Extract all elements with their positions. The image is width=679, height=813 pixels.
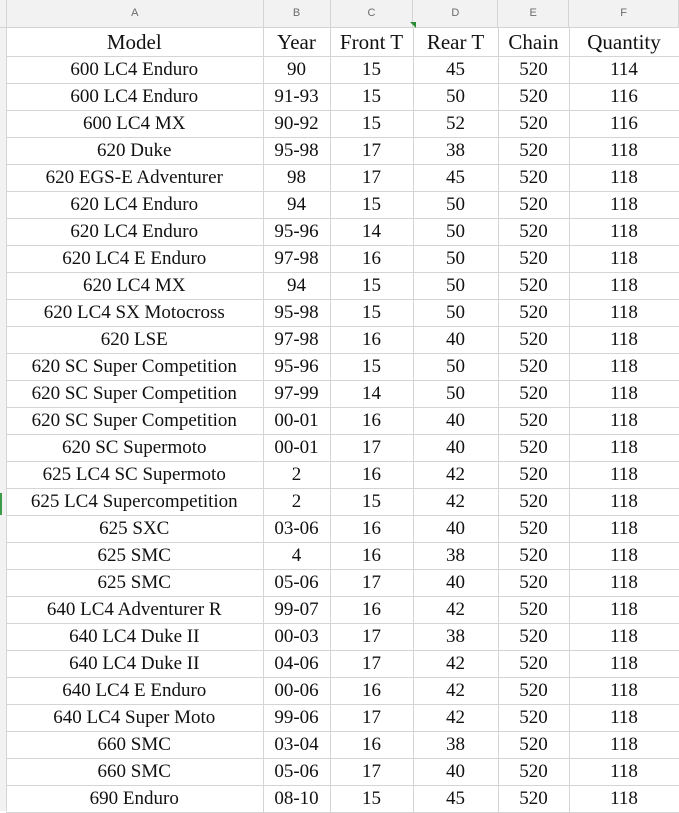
cell-year[interactable]: 03-04 [263, 732, 330, 759]
header-row [6, 28, 679, 57]
cell-rear-t[interactable]: 42 [413, 705, 498, 732]
cell-year[interactable]: 04-06 [263, 651, 330, 678]
cell-year[interactable]: 95-98 [263, 300, 330, 327]
table-row [6, 732, 679, 759]
cell-rear-t[interactable]: 50 [413, 219, 498, 246]
cell-chain[interactable]: 520 [498, 489, 569, 516]
header-cell-year[interactable]: Year [263, 28, 330, 57]
cell-quantity[interactable]: 118 [569, 759, 679, 786]
cell-quantity[interactable]: 118 [569, 462, 679, 489]
cell-quantity[interactable]: 116 [569, 111, 679, 138]
cell-model[interactable]: 625 SMC [6, 570, 263, 597]
cell-year[interactable]: 97-98 [263, 327, 330, 354]
table-row [6, 624, 679, 651]
table-row [6, 570, 679, 597]
cell-year[interactable]: 2 [263, 489, 330, 516]
cell-chain[interactable]: 520 [498, 165, 569, 192]
cell-quantity[interactable]: 118 [569, 219, 679, 246]
cell-front-t[interactable]: 17 [330, 165, 413, 192]
table-row [6, 273, 679, 300]
cell-front-t[interactable]: 15 [330, 273, 413, 300]
cell-rear-t[interactable]: 38 [413, 543, 498, 570]
column-header-c[interactable]: C [331, 0, 414, 27]
cell-quantity[interactable]: 118 [569, 138, 679, 165]
cell-model[interactable]: 640 LC4 Duke II [6, 651, 263, 678]
cell-chain[interactable]: 520 [498, 300, 569, 327]
cell-model[interactable]: 625 SXC [6, 516, 263, 543]
cell-quantity[interactable]: 118 [569, 543, 679, 570]
cell-year[interactable]: 2 [263, 462, 330, 489]
cell-chain[interactable]: 520 [498, 273, 569, 300]
column-header-bar [0, 0, 679, 28]
cell-year[interactable]: 00-01 [263, 435, 330, 462]
cell-year[interactable]: 03-06 [263, 516, 330, 543]
cell-front-t[interactable]: 15 [330, 111, 413, 138]
cell-year[interactable]: 94 [263, 192, 330, 219]
cell-chain[interactable]: 520 [498, 462, 569, 489]
cell-chain[interactable]: 520 [498, 705, 569, 732]
cell-rear-t[interactable]: 42 [413, 489, 498, 516]
cell-rear-t[interactable]: 40 [413, 516, 498, 543]
cell-quantity[interactable]: 118 [569, 786, 679, 813]
cell-front-t[interactable]: 17 [330, 435, 413, 462]
table-row [6, 246, 679, 273]
cell-year[interactable]: 4 [263, 543, 330, 570]
cell-year[interactable]: 95-96 [263, 219, 330, 246]
cell-rear-t[interactable]: 38 [413, 624, 498, 651]
cell-chain[interactable]: 520 [498, 543, 569, 570]
cell-chain[interactable]: 520 [498, 516, 569, 543]
cell-year[interactable]: 00-01 [263, 408, 330, 435]
cell-quantity[interactable]: 118 [569, 192, 679, 219]
select-all-corner[interactable] [0, 0, 7, 27]
cell-rear-t[interactable]: 50 [413, 381, 498, 408]
cell-quantity[interactable]: 118 [569, 327, 679, 354]
cell-rear-t[interactable]: 40 [413, 435, 498, 462]
table-row [6, 192, 679, 219]
cell-front-t[interactable]: 17 [330, 624, 413, 651]
cell-chain[interactable]: 520 [498, 759, 569, 786]
cell-year[interactable]: 97-98 [263, 246, 330, 273]
column-header-a[interactable]: A [7, 0, 264, 27]
cell-front-t[interactable]: 14 [330, 381, 413, 408]
cell-year[interactable]: 95-96 [263, 354, 330, 381]
cell-quantity[interactable]: 118 [569, 597, 679, 624]
cell-front-t[interactable]: 15 [330, 300, 413, 327]
cell-chain[interactable]: 520 [498, 354, 569, 381]
cell-front-t[interactable]: 16 [330, 597, 413, 624]
cell-year[interactable]: 99-06 [263, 705, 330, 732]
cell-year[interactable]: 98 [263, 165, 330, 192]
cell-rear-t[interactable]: 45 [413, 57, 498, 84]
cell-quantity[interactable]: 118 [569, 354, 679, 381]
cell-model[interactable]: 620 LSE [6, 327, 263, 354]
cell-front-t[interactable]: 16 [330, 516, 413, 543]
cell-model[interactable]: 640 LC4 Super Moto [6, 705, 263, 732]
header-cell-front-t[interactable]: Front T [330, 28, 413, 57]
column-header-f[interactable]: F [569, 0, 679, 27]
column-header-d[interactable]: D [413, 0, 498, 27]
table-row [6, 597, 679, 624]
cell-quantity[interactable]: 118 [569, 381, 679, 408]
cell-quantity[interactable]: 118 [569, 435, 679, 462]
cell-model[interactable]: 620 LC4 E Enduro [6, 246, 263, 273]
cell-front-t[interactable]: 15 [330, 489, 413, 516]
cell-front-t[interactable]: 14 [330, 219, 413, 246]
table-row [6, 327, 679, 354]
cell-quantity[interactable]: 118 [569, 408, 679, 435]
header-cell-chain[interactable]: Chain [498, 28, 569, 57]
cell-model[interactable]: 620 Duke [6, 138, 263, 165]
cell-front-t[interactable]: 16 [330, 678, 413, 705]
table-row [6, 543, 679, 570]
cell-model[interactable]: 620 EGS-E Adventurer [6, 165, 263, 192]
cell-quantity[interactable]: 118 [569, 516, 679, 543]
cell-model[interactable]: 660 SMC [6, 759, 263, 786]
column-header-e[interactable]: E [498, 0, 569, 27]
table-row [6, 57, 679, 84]
cell-rear-t[interactable]: 45 [413, 165, 498, 192]
table-row [6, 84, 679, 111]
table-row [6, 138, 679, 165]
cell-rear-t[interactable]: 38 [413, 138, 498, 165]
cell-rear-t[interactable]: 38 [413, 732, 498, 759]
cell-model[interactable]: 600 LC4 Enduro [6, 57, 263, 84]
cell-model[interactable]: 620 SC Super Competition [6, 354, 263, 381]
cell-chain[interactable]: 520 [498, 192, 569, 219]
cell-chain[interactable]: 520 [498, 786, 569, 813]
cell-chain[interactable]: 520 [498, 678, 569, 705]
cell-rear-t[interactable]: 50 [413, 354, 498, 381]
table-row [6, 354, 679, 381]
cell-year[interactable]: 08-10 [263, 786, 330, 813]
cell-rear-t[interactable]: 42 [413, 651, 498, 678]
cell-front-t[interactable]: 15 [330, 354, 413, 381]
cell-rear-t[interactable]: 42 [413, 597, 498, 624]
cell-rear-t[interactable]: 52 [413, 111, 498, 138]
header-cell-rear-t[interactable]: Rear T [413, 28, 498, 57]
cell-front-t[interactable]: 16 [330, 408, 413, 435]
cell-chain[interactable]: 520 [498, 732, 569, 759]
cell-front-t[interactable]: 17 [330, 570, 413, 597]
cell-quantity[interactable]: 118 [569, 624, 679, 651]
cell-model[interactable]: 600 LC4 Enduro [6, 84, 263, 111]
table-row [6, 462, 679, 489]
cell-quantity[interactable]: 114 [569, 57, 679, 84]
cell-model[interactable]: 620 LC4 SX Motocross [6, 300, 263, 327]
cell-chain[interactable]: 520 [498, 138, 569, 165]
table-row [6, 219, 679, 246]
cell-front-t[interactable]: 16 [330, 327, 413, 354]
spreadsheet-grid [6, 28, 679, 813]
cell-year[interactable]: 99-07 [263, 597, 330, 624]
table-row [6, 300, 679, 327]
table-row [6, 705, 679, 732]
cell-front-t[interactable]: 17 [330, 651, 413, 678]
column-header-b[interactable]: B [264, 0, 331, 27]
cell-front-t[interactable]: 15 [330, 192, 413, 219]
cell-model[interactable]: 660 SMC [6, 732, 263, 759]
table-row [6, 516, 679, 543]
cell-year[interactable]: 94 [263, 273, 330, 300]
cell-year[interactable]: 05-06 [263, 570, 330, 597]
table-row [6, 165, 679, 192]
table-row [6, 435, 679, 462]
cell-front-t[interactable]: 16 [330, 732, 413, 759]
cell-model[interactable]: 620 SC Super Competition [6, 381, 263, 408]
cell-quantity[interactable]: 118 [569, 678, 679, 705]
cell-chain[interactable]: 520 [498, 624, 569, 651]
cell-quantity[interactable]: 118 [569, 489, 679, 516]
cell-model[interactable]: 625 LC4 SC Supermoto [6, 462, 263, 489]
cell-model[interactable]: 625 SMC [6, 543, 263, 570]
cell-chain[interactable]: 520 [498, 327, 569, 354]
table-row [6, 489, 679, 516]
cell-quantity[interactable]: 116 [569, 84, 679, 111]
header-cell-model[interactable]: Model [6, 28, 263, 57]
cell-rear-t[interactable]: 50 [413, 273, 498, 300]
table-row [6, 651, 679, 678]
cell-model[interactable]: 625 LC4 Supercompetition [6, 489, 263, 516]
cell-front-t[interactable]: 15 [330, 786, 413, 813]
cell-quantity[interactable]: 118 [569, 570, 679, 597]
cell-model[interactable]: 690 Enduro [6, 786, 263, 813]
cell-model[interactable]: 620 LC4 MX [6, 273, 263, 300]
cell-model[interactable]: 640 LC4 E Enduro [6, 678, 263, 705]
cell-chain[interactable]: 520 [498, 570, 569, 597]
cell-rear-t[interactable]: 50 [413, 192, 498, 219]
cell-rear-t[interactable]: 42 [413, 678, 498, 705]
cell-quantity[interactable]: 118 [569, 651, 679, 678]
cell-rear-t[interactable]: 40 [413, 408, 498, 435]
cell-chain[interactable]: 520 [498, 57, 569, 84]
table-row [6, 381, 679, 408]
cell-front-t[interactable]: 15 [330, 57, 413, 84]
table-row [6, 111, 679, 138]
cell-year[interactable]: 00-03 [263, 624, 330, 651]
cell-rear-t[interactable]: 50 [413, 246, 498, 273]
cell-quantity[interactable]: 118 [569, 273, 679, 300]
cell-rear-t[interactable]: 42 [413, 462, 498, 489]
table-row [6, 786, 679, 813]
cell-quantity[interactable]: 118 [569, 300, 679, 327]
cell-front-t[interactable]: 17 [330, 705, 413, 732]
cell-rear-t[interactable]: 50 [413, 300, 498, 327]
table-row [6, 759, 679, 786]
cell-chain[interactable]: 520 [498, 381, 569, 408]
cell-year[interactable]: 97-99 [263, 381, 330, 408]
cell-model[interactable]: 620 LC4 Enduro [6, 192, 263, 219]
cell-chain[interactable]: 520 [498, 111, 569, 138]
cell-chain[interactable]: 520 [498, 219, 569, 246]
cell-chain[interactable]: 520 [498, 651, 569, 678]
cell-year[interactable]: 05-06 [263, 759, 330, 786]
cell-model[interactable]: 600 LC4 MX [6, 111, 263, 138]
cell-rear-t[interactable]: 40 [413, 570, 498, 597]
row-marker [0, 493, 2, 515]
header-cell-quantity[interactable]: Quantity [569, 28, 679, 57]
cell-chain[interactable]: 520 [498, 435, 569, 462]
cell-quantity[interactable]: 118 [569, 165, 679, 192]
cell-front-t[interactable]: 16 [330, 246, 413, 273]
cell-model[interactable]: 620 SC Super Competition [6, 408, 263, 435]
cell-quantity[interactable]: 118 [569, 732, 679, 759]
cell-rear-t[interactable]: 45 [413, 786, 498, 813]
cell-year[interactable]: 95-98 [263, 138, 330, 165]
cell-year[interactable]: 90-92 [263, 111, 330, 138]
cell-chain[interactable]: 520 [498, 597, 569, 624]
cell-front-t[interactable]: 15 [330, 84, 413, 111]
cell-front-t[interactable]: 16 [330, 462, 413, 489]
table-row [6, 678, 679, 705]
cell-rear-t[interactable]: 50 [413, 84, 498, 111]
cell-model[interactable]: 620 SC Supermoto [6, 435, 263, 462]
cell-front-t[interactable]: 16 [330, 543, 413, 570]
cell-year[interactable]: 00-06 [263, 678, 330, 705]
cell-rear-t[interactable]: 40 [413, 759, 498, 786]
cell-model[interactable]: 640 LC4 Adventurer R [6, 597, 263, 624]
cell-front-t[interactable]: 17 [330, 759, 413, 786]
cell-rear-t[interactable]: 40 [413, 327, 498, 354]
cell-model[interactable]: 620 LC4 Enduro [6, 219, 263, 246]
cell-front-t[interactable]: 17 [330, 138, 413, 165]
grid-body [6, 28, 679, 813]
cell-quantity[interactable]: 118 [569, 705, 679, 732]
table-row [6, 408, 679, 435]
cell-model[interactable]: 640 LC4 Duke II [6, 624, 263, 651]
cell-year[interactable]: 91-93 [263, 84, 330, 111]
cell-quantity[interactable]: 118 [569, 246, 679, 273]
cell-chain[interactable]: 520 [498, 84, 569, 111]
cell-year[interactable]: 90 [263, 57, 330, 84]
cell-chain[interactable]: 520 [498, 408, 569, 435]
cell-chain[interactable]: 520 [498, 246, 569, 273]
